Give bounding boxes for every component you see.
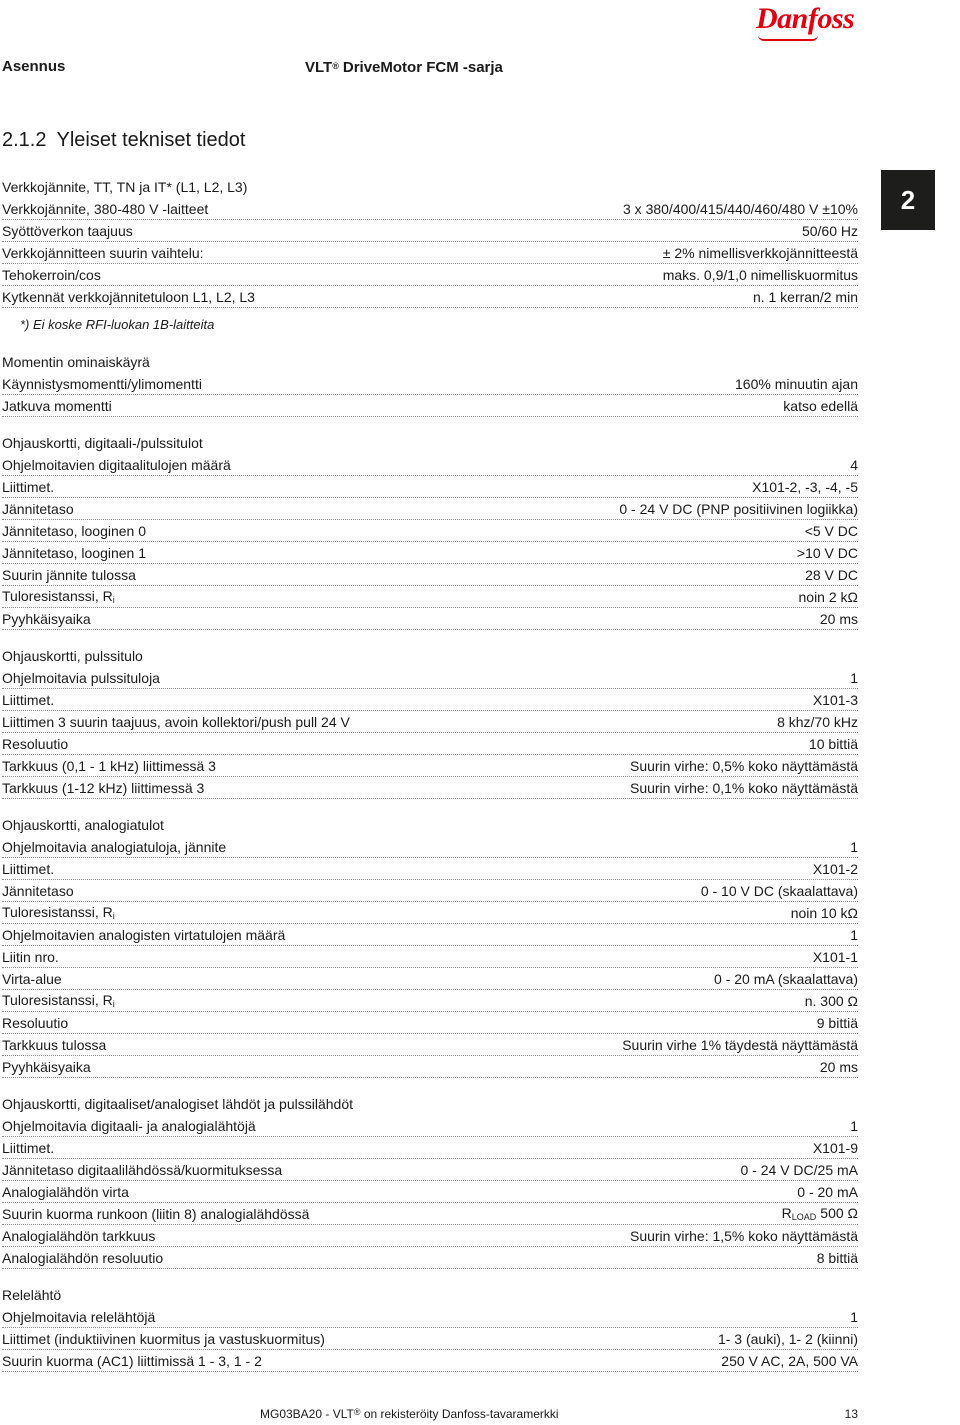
spec-row [2,542,858,564]
spec-value-text: 1- 3 (auki), 1- 2 (kiinni) [717,1330,858,1347]
spec-label [2,1035,106,1055]
spec-label [2,1329,325,1349]
spec-label [2,1204,309,1224]
spec-label [2,947,59,967]
spec-row [2,1225,858,1247]
logo-wordmark: Danfoss [756,2,855,35]
spec-label-text: Pyyhkäisyaika [2,610,91,627]
spec-label-text: Liittimet. [2,691,55,708]
spec-label [2,778,204,798]
spec-value-text: katso edellä [783,397,858,414]
spec-value [623,199,858,219]
footnote: *) Ei koske RFI-luokan 1B-laitteita [20,317,215,332]
spec-label-text: Liittimen 3 suurin taajuus, avoin kollektori/push pull 24 V [2,713,350,730]
spec-label [2,221,133,241]
spec-value [805,565,858,585]
spec-value-text: >10 V DC [796,544,858,561]
spec-value [663,243,858,263]
spec-value-text: 500 Ω [820,1204,858,1221]
spec-value [809,734,858,754]
spec-label [2,455,231,475]
spec-label [2,1057,91,1077]
spec-value-text: 0 - 24 V DC (PNP positiivinen logiikka) [619,500,858,517]
spec-label [2,1160,282,1180]
spec-row [2,608,858,630]
spec-value [850,668,858,688]
spec-label-text: Analogialähdön resoluutio [2,1249,164,1266]
spec-value [791,903,858,923]
spec-label [2,374,202,394]
spec-value [721,1351,858,1371]
spec-label [2,287,255,307]
spec-row [2,1137,858,1159]
spec-value [813,947,858,967]
spec-value [752,477,858,497]
spec-label [2,690,54,710]
spec-label-text: Verkkojännite, 380-480 V -laitteet [2,200,209,217]
spec-label [2,712,350,732]
spec-group [2,814,858,1078]
spec-label-text: Ohjelmoitavien analogisten virtatulojen määrä [2,926,286,943]
logo-swoosh [758,35,818,41]
spec-row [2,1034,858,1056]
spec-label [2,902,115,924]
footer-text [260,1406,559,1422]
spec-row [2,924,858,946]
spec-value-text: 0 - 20 mA [797,1183,858,1200]
spec-value [782,1203,858,1225]
spec-label-text: Analogialähdön virta [2,1183,129,1200]
spec-label-text: Ohjelmoitavia analogiatuloja, jännite [2,838,227,855]
spec-value-text: 250 V AC, 2A, 500 VA [721,1352,858,1369]
spec-label-text: Jännitetaso [2,882,74,899]
spec-label [2,1248,163,1268]
spec-value-text: 0 - 10 V DC (skaalattava) [700,882,858,899]
spec-value-text: n. 1 kerran/2 min [752,288,858,305]
spec-row [2,1350,858,1372]
spec-value [850,925,858,945]
spec-row [2,836,858,858]
spec-row [2,1247,858,1269]
spec-label [2,734,68,754]
spec-row [2,968,858,990]
spec-value [630,756,858,776]
spec-row [2,755,858,777]
spec-row [2,1181,858,1203]
spec-label-text: Jännitetaso [2,500,74,517]
spec-value-text: 28 V DC [805,566,858,583]
spec-label-text: Verkkojännitteen suurin vaihtelu: [2,244,204,261]
spec-label-text: Ohjelmoitavia pulssituloja [2,669,160,686]
spec-value [802,221,858,241]
spec-row [2,454,858,476]
spec-label [2,925,285,945]
spec-label-text: Liittimet. [2,1139,55,1156]
spec-label-text: Käynnistysmomentti/ylimomentti [2,375,202,392]
group-heading: Relelähtö [2,1287,62,1303]
spec-label [2,1351,262,1371]
spec-label-text: Ohjelmoitavien digitaalitulojen määrä [2,456,231,473]
spec-value-text: 3 x 380/400/415/440/460/480 V ±10% [623,200,858,217]
spec-value-text: 10 bittiä [808,735,858,752]
spec-value [805,991,858,1011]
spec-label-text: Jännitetaso, looginen 0 [2,522,146,539]
group-heading: Verkkojännite, TT, TN ja IT* (L1, L2, L3) [2,179,248,195]
spec-row [2,373,858,395]
page-number: 13 [844,1407,858,1421]
spec-label-text: Suurin jännite tulossa [2,566,136,583]
spec-row [2,902,858,924]
spec-value [820,1057,858,1077]
spec-label [2,199,208,219]
spec-group [2,432,858,630]
spec-value [817,1248,858,1268]
spec-row [2,286,858,308]
spec-group [2,645,858,799]
spec-label-text: Jännitetaso, looginen 1 [2,544,146,561]
spec-row [2,198,858,220]
spec-label [2,543,146,563]
spec-row [2,1306,858,1328]
spec-label [2,396,112,416]
spec-value [850,455,858,475]
spec-row [2,564,858,586]
spec-label-text: Tuloresistanssi, R [2,991,113,1008]
spec-value-text: 1 [850,926,858,943]
spec-row [2,1159,858,1181]
spec-value [813,859,858,879]
spec-value-text: Suurin virhe: 0,5% koko näyttämästä [629,757,858,774]
spec-value [805,521,858,541]
spec-row [2,858,858,880]
spec-label-text: Jatkuva momentti [2,397,112,414]
section-title-text: Yleiset tekniset tiedot [56,129,246,151]
spec-label [2,477,54,497]
spec-label-text: Kytkennät verkkojännitetuloon L1, L2, L3 [2,288,255,305]
spec-table [2,176,858,1372]
spec-value [630,778,858,798]
spec-row [2,711,858,733]
spec-value-text: X101-2, -3, -4, -5 [752,478,858,495]
spec-label [2,243,204,263]
subscript: i [112,910,115,921]
spec-value-text: 4 [850,456,858,473]
spec-value-text: 20 ms [819,610,858,627]
spec-row [2,220,858,242]
spec-row [2,689,858,711]
spec-label [2,499,74,519]
spec-label [2,1226,155,1246]
spec-label-text: Liittimet. [2,860,55,877]
spec-value [735,374,858,394]
subscript: i [112,594,115,605]
footer-text-suffix: on rekisteröity Danfoss-tavaramerkki [363,1407,559,1421]
spec-row [2,1328,858,1350]
spec-label [2,859,54,879]
subscript: i [112,998,115,1009]
product-name-suffix: DriveMotor FCM -sarja [342,59,503,76]
spec-value-text: noin 2 kΩ [798,588,858,605]
spec-label [2,1116,256,1136]
spec-value [813,1138,858,1158]
spec-value-text: 1 [850,669,858,686]
spec-value [850,837,858,857]
spec-value-text: Suurin virhe 1% täydestä näyttämästä [622,1036,858,1053]
spec-row [2,1056,858,1078]
spec-label-text: Liittimet. [2,478,55,495]
spec-value [850,1116,858,1136]
spec-value-text: X101-3 [812,691,858,708]
spec-value-text: X101-2 [812,860,858,877]
spec-row [2,946,858,968]
header-product-name [305,59,503,77]
spec-value-text: 50/60 Hz [801,222,858,239]
group-heading: Ohjauskortti, digitaaliset/analogiset lähdöt ja pulssilähdöt [2,1096,353,1112]
spec-value-text: Suurin virhe: 0,1% koko näyttämästä [629,779,858,796]
spec-row [2,520,858,542]
spec-row [2,242,858,264]
group-heading: Ohjauskortti, analogiatulot [2,817,164,833]
spec-value-text: 0 - 20 mA (skaalattava) [714,970,858,987]
spec-label [2,265,101,285]
spec-value-text: n. 300 Ω [804,992,858,1009]
group-heading: Ohjauskortti, digitaali-/pulssitulot [2,435,203,451]
group-heading: Ohjauskortti, pulssitulo [2,648,143,664]
group-heading: Momentin ominaiskäyrä [2,354,150,370]
spec-label-text: Tarkkuus (1-12 kHz) liittimessä 3 [2,779,205,796]
spec-row [2,395,858,417]
spec-row [2,777,858,799]
spec-row [2,880,858,902]
spec-value-text: maks. 0,9/1,0 nimelliskuormitus [662,266,858,283]
spec-value-text: noin 10 kΩ [790,904,858,921]
spec-label [2,1138,54,1158]
spec-row [2,586,858,608]
chapter-tab-number: 2 [900,184,916,215]
spec-group [2,1284,858,1372]
subscript: LOAD [791,1211,817,1222]
spec-label-text: Analogialähdön tarkkuus [2,1227,156,1244]
spec-label-text: Liitin nro. [2,948,59,965]
section-number: 2.1.2 [2,129,47,151]
header-section-name: Asennus [2,58,66,75]
spec-label [2,881,74,901]
registered-mark: ® [332,61,339,71]
spec-label [2,990,115,1012]
spec-group [2,176,858,336]
spec-value [701,881,858,901]
footer-text-prefix: MG03BA20 - VLT [260,1407,354,1421]
spec-label [2,837,226,857]
spec-value [622,1035,858,1055]
spec-value [663,265,858,285]
spec-row [2,667,858,689]
spec-value-text: Suurin virhe: 1,5% koko näyttämästä [629,1227,858,1244]
spec-row [2,498,858,520]
spec-row [2,733,858,755]
spec-label [2,1182,129,1202]
spec-label-text: Tarkkuus (0,1 - 1 kHz) liittimessä 3 [2,757,216,774]
spec-value [619,499,858,519]
spec-label [2,1307,155,1327]
spec-value [797,543,858,563]
spec-value-text: X101-9 [812,1139,858,1156]
spec-value [714,969,858,989]
spec-value [813,690,858,710]
spec-label-text: Syöttöverkon taajuus [2,222,133,239]
spec-value-text: 1 [850,1117,858,1134]
spec-row [2,1012,858,1034]
spec-value [753,287,858,307]
spec-group [2,1093,858,1269]
spec-label-text: Pyyhkäisyaika [2,1058,91,1075]
spec-label-text: Tuloresistanssi, R [2,903,113,920]
chapter-tab [881,170,935,230]
spec-value [820,609,858,629]
spec-value-text: 160% minuutin ajan [735,375,858,392]
spec-row [2,990,858,1012]
spec-label-text: Tarkkuus tulossa [2,1036,107,1053]
spec-label [2,609,91,629]
spec-label-text: Virta-alue [2,970,62,987]
spec-value [799,587,859,607]
spec-value-text: 1 [850,838,858,855]
spec-label [2,756,216,776]
spec-value-text: X101-1 [812,948,858,965]
spec-value-text: 1 [850,1308,858,1325]
spec-label-text: Jännitetaso digitaalilähdössä/kuormituksessa [2,1161,283,1178]
spec-label-text: Resoluutio [2,735,69,752]
spec-value [817,1013,858,1033]
spec-value [630,1226,858,1246]
spec-value-text: 0 - 24 V DC/25 mA [740,1161,858,1178]
spec-row [2,1115,858,1137]
spec-value-text: 20 ms [819,1058,858,1075]
spec-value [718,1329,858,1349]
spec-value-text: 8 bittiä [816,1249,858,1266]
spec-label [2,1013,68,1033]
spec-label [2,969,62,989]
spec-value [850,1307,858,1327]
spec-value [783,396,858,416]
danfoss-logo [756,2,860,42]
spec-label-text: Suurin kuorma runkoon (liitin 8) analogialähdössä [2,1205,310,1222]
spec-label-text: Tehokerroin/cos [2,266,101,283]
spec-value-text: ± 2% nimellisverkkojännitteestä [662,244,858,261]
value-symbol: R [781,1204,792,1221]
spec-row [2,264,858,286]
spec-label-text: Ohjelmoitavia relelähtöjä [2,1308,156,1325]
spec-label [2,565,136,585]
spec-label-text: Tuloresistanssi, R [2,587,113,604]
spec-value [741,1160,859,1180]
spec-label-text: Ohjelmoitavia digitaali- ja analogialähtöjä [2,1117,256,1134]
spec-value [797,1182,858,1202]
spec-value-text: 8 khz/70 kHz [777,713,858,730]
spec-value-text: 9 bittiä [816,1014,858,1031]
spec-row [2,476,858,498]
product-name-prefix: VLT [305,59,333,76]
spec-label-text: Suurin kuorma (AC1) liittimissä 1 - 3, 1 - 2 [2,1352,262,1369]
spec-row [2,1203,858,1225]
footer-registered-mark: ® [353,1407,361,1417]
spec-label-text: Liittimet (induktiivinen kuormitus ja vastuskuormitus) [2,1330,325,1347]
spec-value-text: <5 V DC [804,522,858,539]
spec-label [2,668,160,688]
spec-label-text: Resoluutio [2,1014,69,1031]
section-title [2,126,245,154]
spec-label [2,586,115,608]
spec-group [2,351,858,417]
spec-label [2,521,146,541]
spec-value [777,712,858,732]
